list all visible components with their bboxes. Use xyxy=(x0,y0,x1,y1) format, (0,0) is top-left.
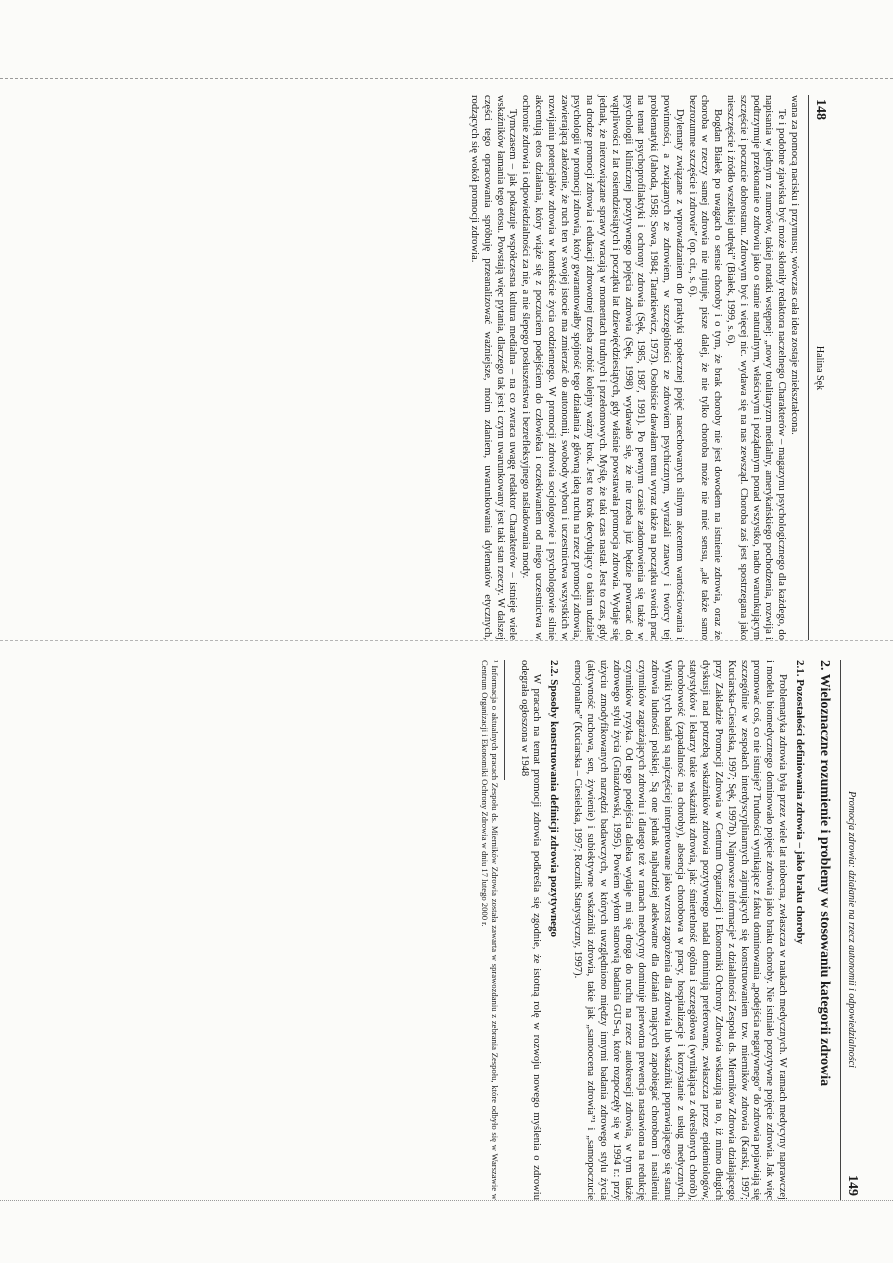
paragraph: W pracach na temat promocji zdrowia podkreśla się zgodnie, że istotną rolę w rozwoju nowego myślenia o zdrowiu odegrała ogłoszona w 1948 xyxy=(518,660,543,1200)
left-page-body xyxy=(467,95,800,640)
right-running-head-title: Promocja zdrowia: działanie na rzecz autonomii i odpowiedzialności xyxy=(846,791,857,1068)
left-page-number: 148 xyxy=(813,99,828,120)
footnote: ¹ Informacja o aktualnych pracach Zespołu ds. Mierników Zdrowia została zawarta w sprawozdaniu z zebrania Zespołu, które odbyło się w Warszawie w Centrum Organizacji i Ekonomiki Ochrony Zdrowia w dniu 17 lutego 2000 r. xyxy=(479,660,500,1200)
paragraph: wana za pomocą nacisku i przymusu; wówczas cała idea zostaje zniekształcona. xyxy=(789,95,800,435)
section-title: 2. Wieloznaczne rozumienie i problemy w stosowaniu kategorii zdrowia xyxy=(817,660,832,1087)
scan-edge-bottom xyxy=(0,1200,893,1201)
footnote-rule xyxy=(504,660,505,780)
subsection-title-1: 2.1. Pozostałości definiowania zdrowia – jako braku choroby xyxy=(794,660,806,945)
paragraph: Tymczasem – jak pokazuje współczesna kultura medialna – na co zwraca uwagę redaktor Charakterów – istnieje wiele wskaźników łamania tego etosu. Powstają więc pytania, dlaczego tak jest i czym uwarunkowany jest taki stan rzeczy. W dalszej części tego opracowania spróbuję przeanalizować ważniejsze, moim zdaniem, uwarunkowania dylematów etycznych, rodzących się wokół promocji zdrowia. xyxy=(469,95,519,640)
right-running-head xyxy=(840,660,860,1200)
left-running-head-author: Halina Sęk xyxy=(814,345,825,391)
subsection-title-2: 2.2. Sposoby konstruowania definicji zdrowia pozytywnego xyxy=(548,660,561,937)
right-page xyxy=(80,660,860,1200)
page-divider xyxy=(0,640,893,641)
right-page-number: 149 xyxy=(845,1174,860,1196)
paragraph: Te i podobne zjawiska być może skłoniły redaktora naczelnego Charakterów – magazynu psychologicznego dla każdego, do napisania w jednym z numerów, takiej notatki wstępnej: „nowy totalitaryzm medialny, amerykańskiego pochodzenia, rozwija i podtrzymuje przekonanie o zdrowiu jako o stanie naturalnym, właściwym i pożądanym ponad wszystko, nadto warunkującym szczęście i poczucie dobrostanu. Zdrowym być i więcej nic. wydawa się na nas zewsząd. Choroba zaś jest spostrzegana jako nieszczęście i źródło wszelkiej udręki” (Białek, 1999, s. 6). xyxy=(725,95,788,640)
paragraph: Dylematy związane z wprowadzaniem do praktyki społecznej pojęć nacechowanych silnym akcentem wartościowania i powinności, a związanych ze zdrowiem, w szczególności ze zdrowiem psychicznym, wyrażali znawcy i twórcy tej problematyki (Jahoda, 1958; Sowa, 1984; Tatarkiewicz, 1973). Osobiście dawałam temu wyraz także na początku swoich prac na temat psychoprofilaktyki i ochrony zdrowia (Sęk, 1985, 1987, 1991). Po pewnym czasie zadomowienia się także w psychologii klinicznej pozytywnego pojęcia zdrowia (Sęk, 1998) wydawało się, że nie trzeba już będzie powracać do wątpliwości z lat osiemdziesiątych i początku lat dziewięćdziesiątych, gdy właśnie powstawała promocja zdrowia. Wydaje się jednak, że nierozwiązane sprawy wracają w momentach trudnych i przełomowych. Myślę, że taki czas nastał. Jest to czas, gdy na drodze promocji zdrowia i edukacji zdrowotnej trzeba zrobić kolejny ważny krok. Jest to krok decydujący o takim udziale psychologii w promocji zdrowia, który gwarantowałby spójność tego działania z główną ideą ruchu na rzecz promocji zdrowia, zawierającą założenie, że ruch ten w swojej istocie ma zmierzać do autonomii, swobody wyboru i uczestnictwa wszystkich w rozwijaniu potencjałów zdrowia w kontekście życia codziennego. W promocji zdrowia socjologowie i psychologowie silnie akcentują etos działania, który wiąże się z poczuciem podejściem do człowieka i oczekiwaniem od niego uczestnictwa w ochronie zdrowia i odpowiedzialności za nie, a nie ślepego posłuszeństwa i bezrefleksyjnego naśladowania mody. xyxy=(520,95,685,640)
scan-edge-top xyxy=(0,78,893,79)
right-page-body xyxy=(480,660,832,1200)
left-running-head xyxy=(808,95,828,640)
paragraph: Bogdan Białek po uwagach o sensie choroby i o tym, że brak choroby nie jest dowodem na istnienie zdrowia, oraz że choroba w rzeczy samej zdrowia nie rujnuje, pisze dalej, że nie tylko choroba może nie mieć sensu, „ale także samo bezrozumne szczęście i zdrowie” (op. cit., s. 6). xyxy=(686,95,724,640)
paragraph: Problematyka zdrowia była przez wiele lat niobecna, zwłaszcza w naukach medycznych. W ramach medycyny naprawczej i modelu biomedycznego dominowało pojęcie zdrowia jako braku choroby. Nie istniało pozytywne pojęcie zdrowia. Jak więc promować coś, co nie istnieje? Trudności wynikające z faktu dominowania „podejścia negatywnego” do zdrowia pojawiają się szczególnie w zespołach interdyscyplinarnych zajmujących się konstruowaniem tzw. mierników zdrowia (Karski, 1997; Kuciarska-Ciesielska, 1997; Sęk, 1997b). Najnowsze informacje¹ z działalności Zespołu ds. Mierników Zdrowia działającego przy Zakładzie Promocji Zdrowia w Centrum Organizacji i Ekonomiki Ochrony Zdrowia wskazują na to, iż mimo długich dyskusji nad potrzebą wskaźników zdrowia pozytywnego nadal dominują preferowane, zwłaszcza przez epidemiologów, statystyków i lekarzy takie wskaźniki zdrowia, jak: śmiertelność ogólna i szczegółowa (wynikająca z określonych chorób), chorobowość (zapadalność na choroby), absencja chorobowa w pracy, hospitalizacje i korzystanie z usług medycznych. Wyniki tych badań są najczęściej interpretowane jako wzrost zagrożenia dla zdrowia lub wskaźniki poprawiającego się stanu zdrowia ludności polskiej. Są one jednak najbardziej adekwatne dla działań mających zapobiegać chorobom i nasileniu czynników zagrażających zdrowiu i dlatego też w ramach medycyny dominuje pierwotna prewencja nastawiona na redukcję czynników ryzyka. Od tego podejścia daleka wydaje mi się droga do ruchu na rzecz autokreacji zdrowia, w tym także zdrowego stylu życia (Gniazdowski, 1995). Powiem wyłom stanowią badania GUS-u, które rozpoczęły się w 1994 r.: przy użyciu zmodyfikowanych narzędzi badawczych, w których uwzględniono między innymi badania zdrowego stylu życia (aktywność ruchowa, sen, żywienie) i subiektywne wskaźniki zdrowia, takie jak „samoocena zdrowia”¹ i „samopoczucie emocjonalne” (Kuciarska – Ciesielska, 1997; Rocznik Statystyczny, 1997). xyxy=(572,660,788,1200)
left-page xyxy=(68,95,828,640)
